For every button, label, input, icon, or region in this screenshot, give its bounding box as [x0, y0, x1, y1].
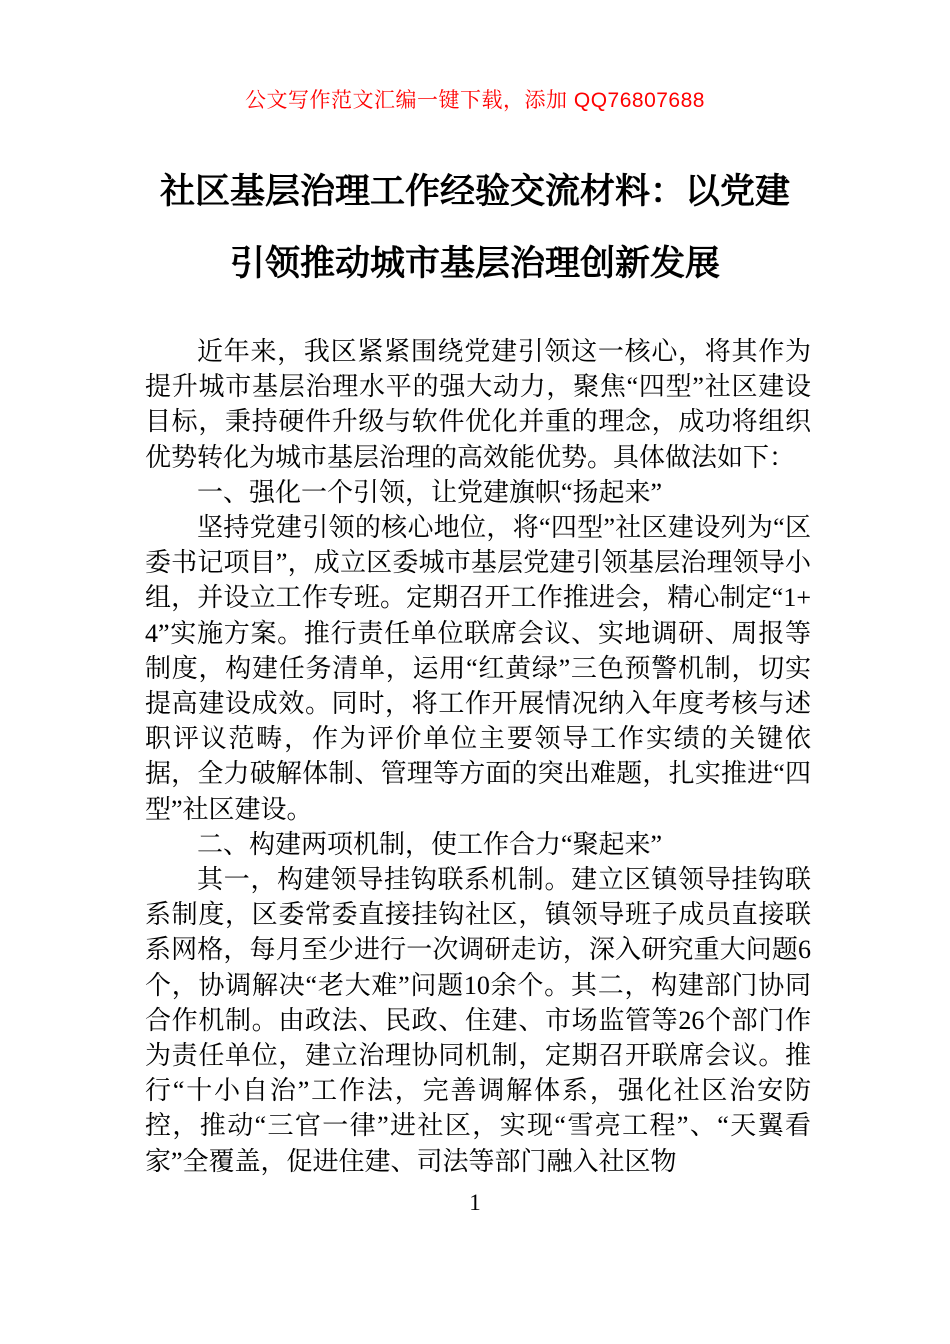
document-title-line-1: 社区基层治理工作经验交流材料：以党建 [159, 172, 790, 211]
document-body [145, 334, 811, 1179]
paragraph-section-2: 其一，构建领导挂钩联系机制。建立区镇领导挂钩联系制度，区委常委直接挂钩社区，镇领导班子成员直接联系网格，每月至少进行一次调研走访，深入研究重大问题6个，协调解决“老大难”问题10余个。其二，构建部门协同合作机制。由政法、民政、住建、市场监管等26个部门作为责任单位，建立治理协同机制，定期召开联席会议。推行“十小自治”工作法，完善调解体系，强化社区治安防控，推动“三官一律”进社区，实现“雪亮工程”、“天翼看家”全覆盖，促进住建、司法等部门融入社区物 [145, 865, 811, 1176]
section-heading-2: 二、构建两项机制，使工作合力“聚起来” [197, 829, 663, 859]
document-title [100, 156, 850, 300]
paragraph-intro: 近年来，我区紧紧围绕党建引领这一核心，将其作为提升城市基层治理水平的强大动力，聚焦“四型”社区建设目标，秉持硬件升级与软件优化并重的理念，成功将组织优势转化为城市基层治理的高效能优势。具体做法如下： [145, 337, 811, 472]
document-title-line-2: 引领推动城市基层治理创新发展 [229, 244, 720, 283]
paragraph-section-1: 坚持党建引领的核心地位，将“四型”社区建设列为“区委书记项目”，成立区委城市基层党建引领基层治理领导小组，并设立工作专班。定期召开工作推进会，精心制定“1+4”实施方案。推行责任单位联席会议、实地调研、周报等制度，构建任务清单，运用“红黄绿”三色预警机制，切实提高建设成效。同时，将工作开展情况纳入年度考核与述职评议范畴，作为评价单位主要领导工作实绩的关键依据，全力破解体制、管理等方面的突出难题，扎实推进“四型”社区建设。 [145, 513, 811, 824]
page-number: 1 [469, 1190, 481, 1215]
promo-notice: 公文写作范文汇编一键下载，添加 QQ76807688 [245, 89, 705, 112]
section-heading-1: 一、强化一个引领，让党建旗帜“扬起来” [197, 477, 663, 507]
